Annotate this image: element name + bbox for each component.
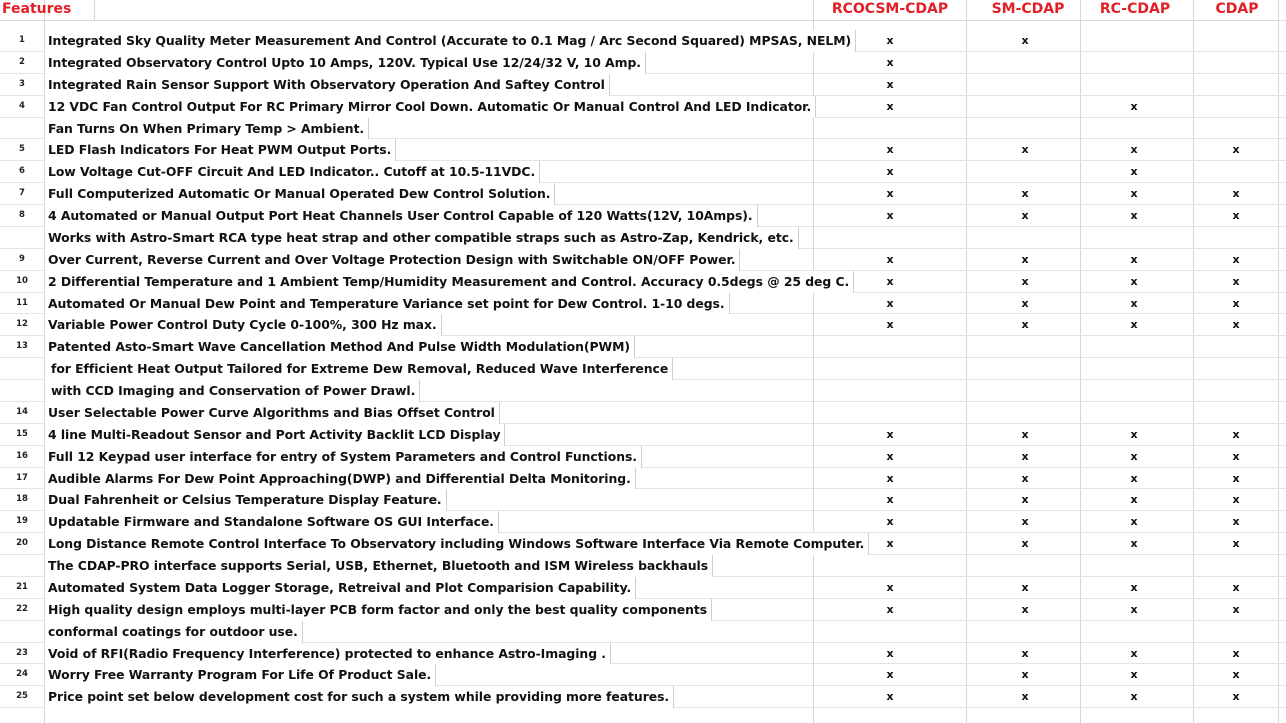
table-row bbox=[0, 577, 1286, 599]
feature-mark: x bbox=[1232, 274, 1240, 288]
row-number: 13 bbox=[16, 341, 28, 352]
row-number: 21 bbox=[16, 581, 28, 592]
feature-mark: x bbox=[1232, 471, 1240, 485]
feature-mark: x bbox=[1232, 187, 1240, 201]
feature-mark: x bbox=[1021, 602, 1029, 616]
feature-mark: x bbox=[1232, 602, 1240, 616]
feature-mark: x bbox=[1021, 209, 1029, 222]
table-row bbox=[0, 511, 1286, 533]
feature-mark: x bbox=[886, 187, 894, 201]
feature-text: Fan Turns On When Primary Temp > Ambient. bbox=[45, 118, 369, 140]
feature-text: Updatable Firmware and Standalone Software OS GUI Interface. bbox=[45, 511, 499, 533]
row-number: 18 bbox=[16, 494, 28, 505]
column-header-rc-cdap: RC-CDAP bbox=[1099, 1, 1171, 17]
table-row bbox=[0, 402, 1286, 424]
feature-text: Automated Or Manual Dew Point and Temperature Variance set point for Dew Control. 1-10 degs. bbox=[45, 293, 730, 315]
feature-mark: x bbox=[1130, 493, 1138, 507]
feature-mark: x bbox=[1232, 580, 1240, 594]
table-row bbox=[0, 533, 1286, 555]
feature-mark: x bbox=[886, 602, 894, 616]
feature-mark: x bbox=[1232, 427, 1240, 441]
table-row bbox=[0, 599, 1286, 621]
feature-mark: x bbox=[1130, 537, 1138, 551]
feature-text: 12 VDC Fan Control Output For RC Primary Mirror Cool Down. Automatic Or Manual Control And LED Indicator. bbox=[45, 96, 816, 118]
feature-mark: x bbox=[886, 690, 894, 704]
feature-mark: x bbox=[1021, 471, 1029, 485]
table-row bbox=[0, 621, 1286, 643]
feature-mark: x bbox=[1232, 209, 1240, 222]
feature-text: 2 Differential Temperature and 1 Ambient Temp/Humidity Measurement and Control. Accuracy 0.5degs @ 25 deg C. bbox=[45, 271, 854, 293]
column-header-cdap: CDAP bbox=[1215, 1, 1259, 17]
row-number: 2 bbox=[19, 56, 25, 67]
feature-text: Long Distance Remote Control Interface To Observatory including Windows Software Interface Via Remote Computer. bbox=[45, 533, 869, 555]
feature-text: Automated System Data Logger Storage, Retreival and Plot Comparision Capability. bbox=[45, 577, 636, 599]
feature-text: Patented Asto-Smart Wave Cancellation Method And Pulse Width Modulation(PWM) bbox=[45, 336, 635, 358]
row-number: 19 bbox=[16, 516, 28, 527]
feature-text: 4 line Multi-Readout Sensor and Port Activity Backlit LCD Display bbox=[45, 424, 505, 446]
row-number: 5 bbox=[19, 144, 25, 155]
header-divider bbox=[0, 20, 1286, 21]
table-row bbox=[0, 358, 1286, 380]
row-number: 23 bbox=[16, 647, 28, 658]
row-number: 17 bbox=[16, 472, 28, 483]
table-row bbox=[0, 118, 1286, 140]
row-number: 12 bbox=[16, 319, 28, 330]
feature-mark: x bbox=[1021, 449, 1029, 463]
feature-mark: x bbox=[1130, 296, 1138, 310]
feature-mark: x bbox=[1232, 515, 1240, 529]
table-row bbox=[0, 96, 1286, 118]
column-header-rcocsm-cdap: RCOCSM-CDAP bbox=[831, 1, 949, 17]
feature-mark: x bbox=[886, 471, 894, 485]
feature-mark: x bbox=[1232, 668, 1240, 682]
feature-mark: x bbox=[1021, 646, 1029, 660]
feature-mark: x bbox=[886, 449, 894, 463]
row-number: 14 bbox=[16, 406, 28, 417]
feature-text: Dual Fahrenheit or Celsius Temperature Display Feature. bbox=[45, 489, 447, 511]
feature-mark: x bbox=[1021, 34, 1029, 47]
feature-text: The CDAP-PRO interface supports Serial, USB, Ethernet, Bluetooth and ISM Wireless backhauls bbox=[45, 555, 713, 577]
table-row bbox=[0, 205, 1286, 227]
feature-mark: x bbox=[1130, 143, 1138, 157]
feature-mark: x bbox=[1130, 690, 1138, 704]
table-row bbox=[0, 643, 1286, 665]
feature-text: LED Flash Indicators For Heat PWM Output Ports. bbox=[45, 139, 396, 161]
row-number: 3 bbox=[19, 78, 25, 89]
table-row bbox=[0, 161, 1286, 183]
table-row bbox=[0, 271, 1286, 293]
feature-text: with CCD Imaging and Conservation of Power Drawl. bbox=[45, 380, 420, 402]
feature-mark: x bbox=[1021, 515, 1029, 529]
row-number: 25 bbox=[16, 691, 28, 702]
table-row bbox=[0, 664, 1286, 686]
row-number: 20 bbox=[16, 538, 28, 549]
feature-mark: x bbox=[886, 209, 894, 222]
feature-mark: x bbox=[1232, 143, 1240, 157]
feature-mark: x bbox=[1021, 668, 1029, 682]
feature-mark: x bbox=[886, 143, 894, 157]
column-header-sm-cdap: SM-CDAP bbox=[991, 1, 1065, 17]
table-row bbox=[0, 446, 1286, 468]
feature-mark: x bbox=[1232, 252, 1240, 266]
row-number: 8 bbox=[19, 210, 25, 220]
row-number: 22 bbox=[16, 603, 28, 614]
feature-text: Integrated Rain Sensor Support With Observatory Operation And Saftey Control bbox=[45, 74, 610, 96]
feature-text: conformal coatings for outdoor use. bbox=[45, 621, 303, 643]
table-row bbox=[0, 686, 1286, 708]
row-number: 1 bbox=[19, 35, 25, 45]
feature-mark: x bbox=[1130, 515, 1138, 529]
table-row bbox=[0, 336, 1286, 358]
feature-mark: x bbox=[1130, 318, 1138, 332]
row-number: 4 bbox=[19, 100, 25, 111]
feature-mark: x bbox=[1021, 296, 1029, 310]
feature-text: Low Voltage Cut-OFF Circuit And LED Indicator.. Cutoff at 10.5-11VDC. bbox=[45, 161, 540, 183]
feature-mark: x bbox=[886, 274, 894, 288]
feature-mark: x bbox=[1232, 449, 1240, 463]
feature-mark: x bbox=[1021, 274, 1029, 288]
feature-mark: x bbox=[1232, 690, 1240, 704]
table-row bbox=[0, 139, 1286, 161]
feature-mark: x bbox=[1130, 209, 1138, 222]
feature-mark: x bbox=[1130, 602, 1138, 616]
feature-mark: x bbox=[1130, 252, 1138, 266]
feature-rows bbox=[0, 30, 1286, 708]
features-header: Features bbox=[2, 1, 72, 17]
feature-mark: x bbox=[1130, 580, 1138, 594]
feature-mark: x bbox=[1130, 646, 1138, 660]
feature-mark: x bbox=[1130, 99, 1138, 113]
table-row bbox=[0, 424, 1286, 446]
feature-mark: x bbox=[1232, 296, 1240, 310]
feature-mark: x bbox=[1232, 646, 1240, 660]
feature-mark: x bbox=[1021, 187, 1029, 201]
feature-mark: x bbox=[1021, 537, 1029, 551]
feature-mark: x bbox=[886, 493, 894, 507]
feature-text: Full 12 Keypad user interface for entry of System Parameters and Control Functions. bbox=[45, 446, 642, 468]
row-number: 24 bbox=[16, 669, 28, 680]
table-row bbox=[0, 468, 1286, 490]
table-row bbox=[0, 555, 1286, 577]
feature-text: Works with Astro-Smart RCA type heat strap and other compatible straps such as Astro-Zap, Kendrick, etc. bbox=[45, 227, 799, 249]
table-row bbox=[0, 183, 1286, 205]
feature-mark: x bbox=[1021, 493, 1029, 507]
feature-mark: x bbox=[886, 55, 894, 69]
feature-mark: x bbox=[1021, 318, 1029, 332]
feature-text: Over Current, Reverse Current and Over Voltage Protection Design with Switchable ON/OFF Power. bbox=[45, 249, 740, 271]
feature-mark: x bbox=[1130, 471, 1138, 485]
table-row bbox=[0, 227, 1286, 249]
feature-mark: x bbox=[886, 515, 894, 529]
feature-text: User Selectable Power Curve Algorithms and Bias Offset Control bbox=[45, 402, 500, 424]
feature-text: Integrated Sky Quality Meter Measurement And Control (Accurate to 0.1 Mag / Arc Second Squared) MPSAS, NELM) bbox=[45, 30, 856, 52]
feature-mark: x bbox=[1021, 580, 1029, 594]
feature-mark: x bbox=[1021, 427, 1029, 441]
table-row bbox=[0, 293, 1286, 315]
feature-mark: x bbox=[1130, 449, 1138, 463]
feature-mark: x bbox=[886, 77, 894, 91]
feature-mark: x bbox=[1232, 318, 1240, 332]
row-number: 7 bbox=[19, 188, 25, 199]
table-row bbox=[0, 314, 1286, 336]
row-number: 10 bbox=[16, 275, 28, 286]
feature-text: Full Computerized Automatic Or Manual Operated Dew Control Solution. bbox=[45, 183, 555, 205]
feature-mark: x bbox=[886, 537, 894, 551]
table-row bbox=[0, 489, 1286, 511]
feature-mark: x bbox=[886, 646, 894, 660]
feature-mark: x bbox=[1232, 493, 1240, 507]
feature-text: Void of RFI(Radio Frequency Interference) protected to enhance Astro-Imaging . bbox=[45, 643, 611, 665]
feature-text: Audible Alarms For Dew Point Approaching(DWP) and Differential Delta Monitoring. bbox=[45, 468, 636, 490]
row-number: 11 bbox=[16, 297, 28, 308]
feature-mark: x bbox=[886, 296, 894, 310]
feature-mark: x bbox=[886, 580, 894, 594]
table-row bbox=[0, 74, 1286, 96]
feature-text: 4 Automated or Manual Output Port Heat Channels User Control Capable of 120 Watts(12V, 10Amps). bbox=[45, 205, 758, 227]
feature-mark: x bbox=[886, 99, 894, 113]
feature-mark: x bbox=[1130, 274, 1138, 288]
feature-text: Integrated Observatory Control Upto 10 Amps, 120V. Typical Use 12/24/32 V, 10 Amp. bbox=[45, 52, 646, 74]
row-number: 6 bbox=[19, 166, 25, 177]
feature-mark: x bbox=[1130, 427, 1138, 441]
feature-mark: x bbox=[886, 427, 894, 441]
feature-text: for Efficient Heat Output Tailored for Extreme Dew Removal, Reduced Wave Interference bbox=[45, 358, 673, 380]
row-number: 15 bbox=[16, 428, 28, 439]
row-number: 9 bbox=[19, 253, 25, 264]
feature-text: Variable Power Control Duty Cycle 0-100%, 300 Hz max. bbox=[45, 314, 442, 336]
row-number: 16 bbox=[16, 450, 28, 461]
feature-text: Worry Free Warranty Program For Life Of Product Sale. bbox=[45, 664, 436, 686]
feature-mark: x bbox=[886, 34, 894, 47]
feature-text: Price point set below development cost for such a system while providing more features. bbox=[45, 686, 674, 708]
table-row bbox=[0, 30, 1286, 52]
feature-text: High quality design employs multi-layer PCB form factor and only the best quality components bbox=[45, 599, 712, 621]
feature-mark: x bbox=[1021, 690, 1029, 704]
feature-mark: x bbox=[1130, 187, 1138, 201]
feature-mark: x bbox=[1232, 537, 1240, 551]
feature-mark: x bbox=[886, 165, 894, 179]
feature-mark: x bbox=[1021, 143, 1029, 157]
feature-mark: x bbox=[886, 252, 894, 266]
table-row bbox=[0, 380, 1286, 402]
grid-line bbox=[94, 0, 95, 20]
table-row bbox=[0, 249, 1286, 271]
feature-mark: x bbox=[886, 318, 894, 332]
feature-mark: x bbox=[1130, 668, 1138, 682]
feature-mark: x bbox=[1130, 165, 1138, 179]
table-row bbox=[0, 52, 1286, 74]
feature-mark: x bbox=[1021, 252, 1029, 266]
feature-mark: x bbox=[886, 668, 894, 682]
